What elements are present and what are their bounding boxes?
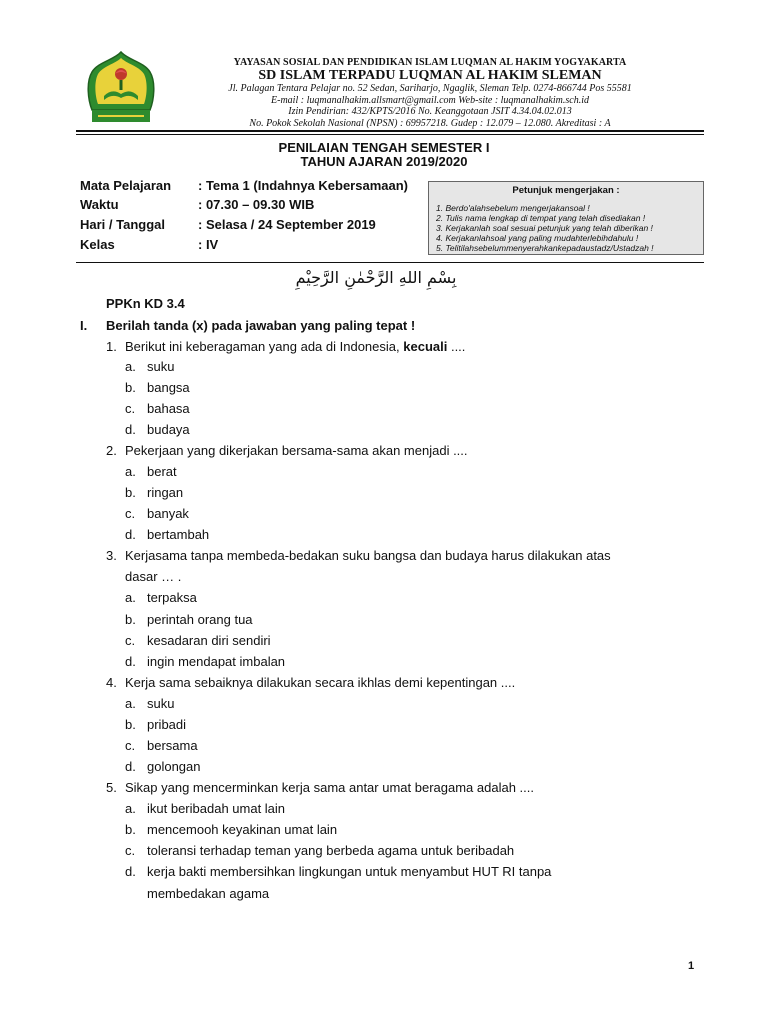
question-number: 2. [106, 443, 117, 458]
option-text: banyak [147, 506, 189, 521]
section-instruction: Berilah tanda (x) pada jawaban yang paling tepat ! [106, 318, 416, 333]
option-letter: c. [125, 401, 136, 416]
question-text: Kerja sama sebaiknya dilakukan secara ikhlas demi kepentingan .... [125, 675, 516, 690]
question-number: 1. [106, 339, 117, 354]
option-text: kerja bakti membersihkan lingkungan untuk menyambut HUT RI tanpa [147, 864, 552, 879]
option-text: perintah orang tua [147, 612, 253, 627]
option-letter: c. [125, 506, 136, 521]
question-number: 3. [106, 548, 117, 563]
option-text: mencemooh keyakinan umat lain [147, 822, 338, 837]
option-text: ringan [147, 485, 184, 500]
option-text: golongan [147, 759, 201, 774]
info-value: : IV [198, 237, 219, 252]
info-value: : 07.30 – 09.30 WIB [198, 197, 315, 212]
header-divider [76, 262, 704, 263]
foundation-name: YAYASAN SOSIAL DAN PENDIDIKAN ISLAM LUQMAN AL HAKIM YOGYAKARTA [233, 57, 627, 68]
school-details [160, 83, 700, 129]
exam-year: TAHUN AJARAN 2019/2020 [300, 154, 468, 169]
option-letter: b. [125, 822, 136, 837]
bismillah-text: بِسْمِ اللهِ الرَّحْمٰنِ الرَّحِيْمِ [295, 268, 457, 287]
option-letter: b. [125, 612, 136, 627]
option-text: bangsa [147, 380, 190, 395]
school-address: Jl. Palagan Tentara Pelajar no. 52 Sedan, Sariharjo, Ngaglik, Sleman Telp. 0274-866744 Pos 55581 [228, 83, 632, 94]
instruction-item: 4. Kerjakanlahsoal yang paling mudahterlebihdahulu ! [436, 233, 639, 243]
option-text: ingin mendapat imbalan [147, 654, 286, 669]
question-number: 4. [106, 675, 117, 690]
option-text: pribadi [147, 717, 187, 732]
instruction-item: 2. Tulis nama lengkap di tempat yang telah disediakan ! [436, 213, 646, 223]
option-letter: c. [125, 738, 136, 753]
option-letter: a. [125, 696, 136, 711]
exam-title: PENILAIAN TENGAH SEMESTER I [278, 140, 490, 155]
question-number: 5. [106, 780, 117, 795]
instructions-box [428, 181, 704, 255]
option-letter: d. [125, 527, 136, 542]
question-text [125, 339, 465, 354]
school-logo [84, 50, 158, 124]
letterhead-divider-thin [76, 134, 704, 135]
option-letter: a. [125, 359, 136, 374]
option-text: bahasa [147, 401, 190, 416]
option-letter: d. [125, 422, 136, 437]
option-letter: b. [125, 485, 136, 500]
option-text: berat [147, 464, 177, 479]
info-value: : Selasa / 24 September 2019 [198, 217, 376, 232]
school-name: SD ISLAM TERPADU LUQMAN AL HAKIM SLEMAN [258, 68, 602, 83]
option-text: ikut beribadah umat lain [147, 801, 286, 816]
option-letter: d. [125, 654, 136, 669]
option-letter: a. [125, 590, 136, 605]
question-text-main: Berikut ini keberagaman yang ada di Indonesia, [125, 339, 400, 354]
bismillah-calligraphy [276, 268, 476, 292]
question-keyword: kecuali [403, 339, 448, 354]
option-letter: c. [125, 843, 136, 858]
option-text: bersama [147, 738, 198, 753]
info-label: Waktu [80, 197, 119, 212]
option-text: bertambah [147, 527, 210, 542]
school-contact: E-mail : luqmanalhakim.allsmart@gmail.com Web-site : luqmanalhakim.sch.id [271, 94, 589, 106]
question-text-line2: dasar … . [125, 569, 182, 584]
instruction-item: 5. Telitilahsebelummenyerahkankepadaustadz/Ustadzah ! [436, 243, 654, 253]
option-letter: d. [125, 759, 136, 774]
school-permit: Izin Pendirian: 432/KPTS/2016 No. Keanggotaan JSIT 4.34.04.02.013 [288, 106, 572, 118]
option-letter: a. [125, 801, 136, 816]
instruction-item: 1. Berdo'alahsebelum mengerjakansoal ! [436, 203, 590, 213]
option-text: kesadaran diri sendiri [147, 633, 271, 648]
option-text: terpaksa [147, 590, 197, 605]
option-text: toleransi terhadap teman yang berbeda agama untuk beribadah [147, 843, 515, 858]
page-number: 1 [688, 960, 695, 972]
info-value: : Tema 1 (Indahnya Kebersamaan) [198, 178, 408, 193]
info-label: Kelas [80, 237, 115, 252]
instructions-title: Petunjuk mengerjakan : [512, 185, 620, 196]
question-text: Pekerjaan yang dikerjakan bersama-sama akan menjadi .... [125, 443, 468, 458]
option-letter: d. [125, 864, 136, 879]
info-label: Mata Pelajaran [80, 178, 172, 193]
info-label: Hari / Tanggal [80, 217, 165, 232]
school-npsn: No. Pokok Sekolah Nasional (NPSN) : 69957218. Gudep : 12.079 – 12.080. Akreditasi : A [249, 117, 611, 129]
question-text: Kerjasama tanpa membeda-bedakan suku bangsa dan budaya harus dilakukan atas [125, 548, 611, 563]
option-letter: c. [125, 633, 136, 648]
letterhead-divider-thick [76, 130, 704, 132]
question-text: Sikap yang mencerminkan kerja sama antar umat beragama adalah .... [125, 780, 534, 795]
option-letter: b. [125, 380, 136, 395]
option-text: budaya [147, 422, 190, 437]
subject-kd: PPKn KD 3.4 [106, 296, 185, 311]
option-letter: a. [125, 464, 136, 479]
option-text-line2: membedakan agama [147, 886, 270, 901]
section-number: I. [80, 318, 88, 333]
option-text: suku [147, 696, 175, 711]
question-text-end: .... [447, 339, 466, 354]
option-text: suku [147, 359, 175, 374]
option-letter: b. [125, 717, 136, 732]
instruction-item: 3. Kerjakanlah soal sesuai petunjuk yang telah diberikan ! [436, 223, 653, 233]
